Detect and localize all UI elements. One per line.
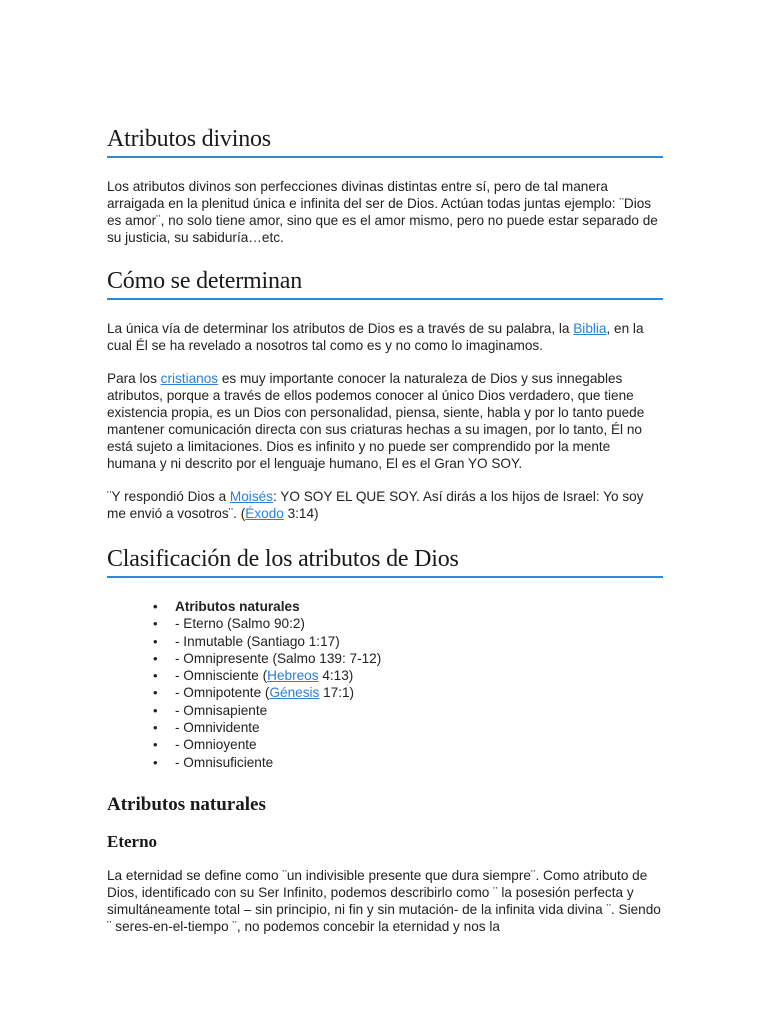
text-segment: es muy importante conocer la naturaleza de Dios y sus innegables atributos, porque a través de ellos podemos conocer al único Dios verdadero, que tiene existencia propia, es un Dios con personalidad, piensa, siente, habla y por lo tanto puede mantener comunicación directa con sus criaturas hechas a su imagen, por lo tanto, Él no está sujeto a limitaciones. Dios es infinito y no puede ser comprendido por la mente humana y ni descrito por el lenguaje humano, El es el Gran YO SOY. (107, 371, 645, 471)
list-item-label: - Eterno (Salmo 90:2) (175, 616, 305, 632)
list-item-label: - Inmutable (Santiago 1:17) (175, 633, 340, 649)
heading-atributos-divinos: Atributos divinos (107, 124, 663, 158)
paragraph-via-determinar (107, 320, 663, 354)
list-item-label: - Omnisuficiente (175, 754, 274, 770)
list-item (153, 633, 663, 650)
paragraph-eternidad: La eternidad se define como ¨un indivisible presente que dura siempre¨. Como atributo de Dios, identificado con su Ser Infinito, podemos describirlo como ¨ la posesión perfecta y simultáneamente total – sin principio, ni fin y sin mutación- de la infinita vida divina ¨. Siendo ¨ seres-en-el-tiempo ¨, no podemos concebir la eternidad y nos la (107, 867, 661, 934)
document-page (107, 124, 663, 951)
paragraph-atributos-intro: Los atributos divinos son perfecciones divinas distintas entre sí, pero de tal manera arraigada en la plenitud única e infinita del ser de Dios. Actúan todas juntas ejemplo: ¨Dios es amor¨, no solo tiene amor, sino que es el amor mismo, pero no puede estar separado de su justicia, su sabiduría…etc. (107, 179, 658, 245)
list-item (153, 598, 663, 615)
text-segment: - Omnisciente ( (175, 668, 268, 684)
heading-atributos-naturales: Atributos naturales (107, 793, 266, 815)
list-item-label: - Omnipresente (Salmo 139: 7-12) (175, 650, 382, 666)
list-item (153, 754, 663, 771)
text-segment: 17:1) (319, 685, 355, 701)
list-item (153, 684, 663, 701)
bullet-icon: • (153, 685, 158, 701)
list-item (153, 702, 663, 719)
bullet-icon: • (153, 702, 158, 718)
list-item (153, 736, 663, 753)
list-item (153, 615, 663, 632)
list-item-label: - Omnisapiente (175, 702, 268, 718)
list-item-label: Atributos naturales (175, 599, 300, 614)
heading-eterno: Eterno (107, 831, 158, 851)
list-item (153, 719, 663, 736)
bullet-icon: • (153, 737, 158, 753)
bullet-icon: • (153, 650, 158, 666)
link-cristianos[interactable]: cristianos (160, 371, 219, 386)
heading-clasificacion: Clasificación de los atributos de Dios (107, 544, 663, 578)
bullet-icon: • (153, 668, 158, 684)
attributes-list (107, 598, 663, 771)
bullet-icon: • (153, 616, 158, 632)
text-segment: , en la cual Él se ha revelado a nosotros tal como es y no como lo imaginamos. (107, 321, 644, 353)
link-hebreos[interactable]: Hebreos (267, 668, 319, 684)
bullet-icon: • (153, 720, 158, 736)
paragraph-cristianos (107, 370, 663, 472)
link-moises[interactable]: Moisés (229, 489, 273, 504)
paragraph-cita-exodo (107, 488, 663, 522)
link-genesis[interactable]: Génesis (269, 685, 320, 701)
link-biblia[interactable]: Biblia (573, 321, 607, 336)
text-segment: 4:13) (318, 668, 354, 684)
list-item-label: - Omnioyente (175, 737, 257, 753)
bullet-icon: • (153, 599, 158, 614)
text-segment: Para los (107, 371, 161, 386)
bullet-icon: • (153, 633, 158, 649)
link-exodo[interactable]: Éxodo (245, 506, 284, 521)
text-segment: ¨Y respondió Dios a (107, 489, 230, 504)
bullet-icon: • (153, 754, 158, 770)
text-segment: La única vía de determinar los atributos de Dios es a través de su palabra, la (107, 321, 574, 336)
list-item (153, 667, 663, 684)
heading-como-se-determinan: Cómo se determinan (107, 266, 663, 300)
text-segment: - Omnipotente ( (175, 685, 270, 701)
text-segment: 3:14) (283, 506, 319, 521)
list-item (153, 650, 663, 667)
list-item-label: - Omnividente (175, 720, 260, 736)
text-segment: : YO SOY EL QUE SOY. Así dirás a los hijos de Israel: Yo soy me envió a vosotros¨. ( (107, 489, 644, 521)
